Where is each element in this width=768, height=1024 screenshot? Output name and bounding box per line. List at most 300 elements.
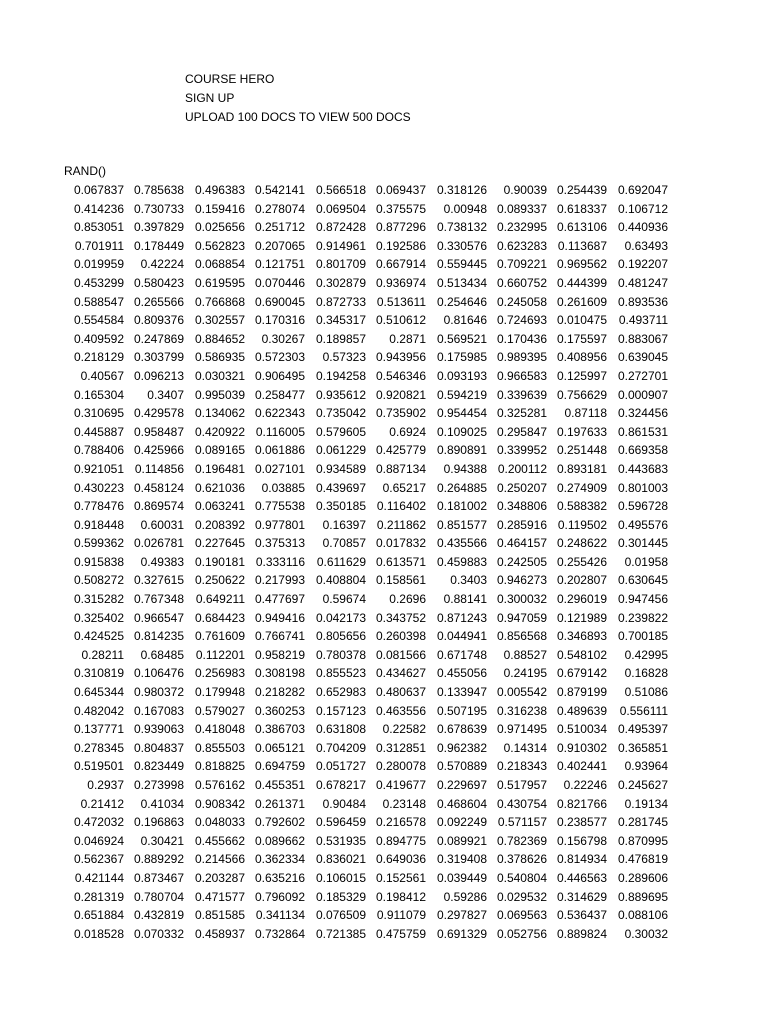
table-cell: 0.408804 <box>315 573 366 588</box>
table-cell: 0.911079 <box>376 908 426 923</box>
table-cell: 0.030321 <box>194 368 245 383</box>
table-cell: 0.178449 <box>133 238 184 253</box>
table-cell: 0.934589 <box>315 461 366 476</box>
table-cell: 0.579027 <box>194 703 245 718</box>
table-cell: 0.508272 <box>73 573 124 588</box>
table-cell: 0.280078 <box>375 759 426 774</box>
table-cell: 0.566518 <box>315 183 366 197</box>
table-row <box>64 832 668 851</box>
table-cell: 0.362334 <box>254 852 305 867</box>
table-cell: 0.639045 <box>617 350 668 365</box>
table-cell: 0.170436 <box>496 331 547 346</box>
table-cell: 0.836021 <box>315 852 366 867</box>
table-row <box>64 720 668 739</box>
table-cell: 0.571157 <box>497 815 547 830</box>
table-cell: 0.434627 <box>375 666 426 681</box>
table-cell: 0.200112 <box>497 461 547 476</box>
table-row <box>64 534 668 553</box>
table-cell: 0.883067 <box>617 331 668 346</box>
table-cell: 0.089921 <box>436 833 487 848</box>
table-cell: 0.19134 <box>624 796 668 811</box>
table-cell: 0.375313 <box>254 536 305 551</box>
table-row <box>64 795 668 814</box>
table-cell: 0.949416 <box>254 610 305 625</box>
table-cell: 0.439697 <box>315 480 366 495</box>
table-cell: 0.818825 <box>194 759 245 774</box>
table-cell: 0.346893 <box>556 629 607 644</box>
header-line-sign-up: SIGN UP <box>185 91 235 105</box>
table-cell: 0.265566 <box>133 294 184 309</box>
table-cell: 0.443683 <box>617 461 668 476</box>
table-cell: 0.046924 <box>73 833 124 848</box>
table-cell: 0.365851 <box>617 740 668 755</box>
table-row <box>64 888 668 907</box>
table-cell: 0.327615 <box>133 573 184 588</box>
table-cell: 0.274909 <box>556 480 607 495</box>
table-cell: 0.348806 <box>496 499 547 514</box>
table-cell: 0.68485 <box>140 647 184 662</box>
table-cell: 0.429578 <box>133 406 184 421</box>
table-cell: 0.339639 <box>496 387 547 402</box>
table-cell: 0.63493 <box>624 238 668 253</box>
table-cell: 0.910302 <box>556 740 607 755</box>
table-cell: 0.245058 <box>496 294 547 309</box>
table-cell: 0.59674 <box>322 592 366 607</box>
table-cell: 0.218282 <box>254 685 305 700</box>
table-cell: 0.472032 <box>73 815 124 830</box>
table-cell: 0.649211 <box>195 592 245 607</box>
table-cell: 0.310819 <box>73 666 124 681</box>
table-cell: 0.227645 <box>194 536 245 551</box>
table-cell: 0.788406 <box>73 443 124 458</box>
table-cell: 0.877296 <box>375 220 426 235</box>
table-cell: 0.113687 <box>557 238 607 253</box>
table-cell: 0.272701 <box>617 368 668 383</box>
table-cell: 0.908342 <box>194 796 245 811</box>
table-cell: 0.918448 <box>73 517 124 532</box>
table-cell: 0.704209 <box>315 740 366 755</box>
table-cell: 0.766741 <box>254 629 305 644</box>
table-cell: 0.092249 <box>436 815 487 830</box>
table-cell: 0.339952 <box>496 443 547 458</box>
table-cell: 0.536437 <box>556 908 607 923</box>
table-cell: 0.60031 <box>140 517 184 532</box>
table-cell: 0.402441 <box>556 759 607 774</box>
table-cell: 0.445887 <box>73 424 124 439</box>
header-line-course-hero: COURSE HERO <box>185 72 275 86</box>
table-cell: 0.255426 <box>556 554 607 569</box>
table-cell: 0.596728 <box>617 499 668 514</box>
table-cell: 0.232995 <box>496 220 547 235</box>
table-cell: 0.167083 <box>133 703 184 718</box>
table-cell: 0.30032 <box>624 926 668 941</box>
table-cell: 0.513611 <box>376 294 426 309</box>
table-cell: 0.823449 <box>133 759 184 774</box>
table-cell: 0.766868 <box>194 294 245 309</box>
table-cell: 0.939063 <box>133 722 184 737</box>
table-cell: 0.278074 <box>254 201 305 216</box>
table-cell: 0.052756 <box>496 926 547 941</box>
table-cell: 0.546346 <box>375 368 426 383</box>
table-cell: 0.630645 <box>617 573 668 588</box>
table-cell: 0.879199 <box>556 685 607 700</box>
table-cell: 0.211862 <box>376 517 426 532</box>
table-cell: 0.397829 <box>133 220 184 235</box>
table-cell: 0.721385 <box>315 926 366 941</box>
table-cell: 0.90484 <box>322 796 366 811</box>
table-cell: 0.464157 <box>496 536 547 551</box>
table-cell: 0.2696 <box>389 592 426 607</box>
table-cell: 0.977801 <box>254 517 305 532</box>
table-cell: 0.258477 <box>254 387 305 402</box>
table-cell: 0.190181 <box>194 554 245 569</box>
table-cell: 0.871243 <box>436 610 487 625</box>
table-cell: 0.572303 <box>254 350 305 365</box>
table-cell: 0.106015 <box>315 870 366 885</box>
table-cell: 0.254646 <box>436 294 487 309</box>
table-cell: 0.496383 <box>194 183 245 197</box>
table-cell: 0.01958 <box>624 554 668 569</box>
table-cell: 0.061229 <box>315 443 366 458</box>
table-row <box>64 702 668 721</box>
table-cell: 0.735042 <box>315 406 366 421</box>
table-row <box>64 683 668 702</box>
table-cell: 0.775538 <box>254 499 305 514</box>
table-cell: 0.22246 <box>563 778 607 792</box>
table-cell: 0.619595 <box>194 275 245 290</box>
table-cell: 0.425779 <box>375 443 426 458</box>
table-cell: 0.958487 <box>133 424 184 439</box>
table-row <box>64 441 668 460</box>
table-cell: 0.318126 <box>436 183 487 197</box>
table-cell: 0.872428 <box>315 220 366 235</box>
table-cell: 0.196481 <box>194 461 245 476</box>
table-cell: 0.971495 <box>496 722 547 737</box>
table-cell: 0.325281 <box>496 406 547 421</box>
table-cell: 0.21412 <box>80 796 124 811</box>
table-cell: 0.517957 <box>496 778 547 792</box>
table-cell: 0.735902 <box>375 406 426 421</box>
table-cell: 0.435566 <box>436 536 487 551</box>
table-cell: 0.229697 <box>436 778 487 792</box>
table-cell: 0.548102 <box>556 647 607 662</box>
table-cell: 0.261371 <box>254 796 305 811</box>
table-cell: 0.732864 <box>254 926 305 941</box>
table-cell: 0.792602 <box>254 815 305 830</box>
table-cell: 0.019959 <box>73 257 124 272</box>
table-cell: 0.197633 <box>556 424 607 439</box>
table-cell: 0.159416 <box>194 201 245 216</box>
table-cell: 0.409592 <box>73 331 124 346</box>
table-cell: 0.345317 <box>315 313 366 328</box>
table-cell: 0.889695 <box>617 889 668 904</box>
table-row <box>64 218 668 237</box>
table-cell: 0.430223 <box>73 480 124 495</box>
table-row <box>64 627 668 646</box>
table-cell: 0.785638 <box>133 183 184 197</box>
table-cell: 0.42224 <box>140 257 184 272</box>
table-cell: 0.756629 <box>556 387 607 402</box>
table-cell: 0.667914 <box>375 257 426 272</box>
table-cell: 0.419677 <box>375 778 426 792</box>
table-cell: 0.856568 <box>496 629 547 644</box>
table-row <box>64 516 668 535</box>
table-cell: 0.106476 <box>133 666 184 681</box>
table-cell: 0.738132 <box>436 220 487 235</box>
table-cell: 0.540804 <box>496 870 547 885</box>
table-cell: 0.989395 <box>496 350 547 365</box>
table-cell: 0.198412 <box>375 889 426 904</box>
table-cell: 0.408956 <box>556 350 607 365</box>
table-cell: 0.444399 <box>556 275 607 290</box>
table-cell: 0.116005 <box>255 424 305 439</box>
table-cell: 0.480637 <box>375 685 426 700</box>
table-cell: 0.805656 <box>315 629 366 644</box>
table-cell: 0.495576 <box>617 517 668 532</box>
table-cell: 0.730733 <box>133 201 184 216</box>
table-cell: 0.350185 <box>315 499 366 514</box>
table-cell: 0.869574 <box>133 499 184 514</box>
table-cell: 0.81646 <box>443 313 487 328</box>
table-cell: 0.333116 <box>255 554 305 569</box>
table-cell: 0.218343 <box>496 759 547 774</box>
table-row <box>64 553 668 572</box>
table-cell: 0.301445 <box>617 536 668 551</box>
table-cell: 0.510034 <box>556 722 607 737</box>
table-row <box>64 757 668 776</box>
table-cell: 0.421144 <box>74 870 124 885</box>
table-cell: 0.579605 <box>315 424 366 439</box>
table-cell: 0.599362 <box>73 536 124 551</box>
table-cell: 0.651884 <box>73 908 124 923</box>
table-cell: 0.310695 <box>73 406 124 421</box>
table-cell: 0.570889 <box>436 759 487 774</box>
table-row <box>64 200 668 219</box>
table-cell: 0.678639 <box>436 722 487 737</box>
table-cell: 0.000907 <box>617 387 668 402</box>
table-cell: 0.915838 <box>73 554 124 569</box>
table-cell: 0.980372 <box>133 685 184 700</box>
table-cell: 0.22582 <box>382 722 426 737</box>
table-cell: 0.947059 <box>496 610 547 625</box>
table-cell: 0.621036 <box>194 480 245 495</box>
table-cell: 0.312851 <box>375 740 426 755</box>
table-cell: 0.49383 <box>140 554 184 569</box>
table-cell: 0.194258 <box>315 368 366 383</box>
table-cell: 0.458937 <box>194 926 245 941</box>
table-cell: 0.109025 <box>436 424 487 439</box>
table-cell: 0.782369 <box>496 833 547 848</box>
table-cell: 0.482042 <box>73 703 124 718</box>
table-cell: 0.341134 <box>255 908 305 923</box>
table-cell: 0.017832 <box>375 536 426 551</box>
table-row <box>64 813 668 832</box>
table-cell: 0.588382 <box>556 499 607 514</box>
table-cell: 0.070332 <box>133 926 184 941</box>
table-row <box>64 255 668 274</box>
table-cell: 0.051727 <box>315 759 366 774</box>
table-cell: 0.096213 <box>133 368 184 383</box>
table-cell: 0.468604 <box>436 796 487 811</box>
table-cell: 0.16828 <box>624 666 668 681</box>
table-row <box>64 348 668 367</box>
table-cell: 0.804837 <box>133 740 184 755</box>
table-cell: 0.580423 <box>133 275 184 290</box>
table-cell: 0.070446 <box>254 275 305 290</box>
table-cell: 0.216578 <box>375 815 426 830</box>
table-row <box>64 646 668 665</box>
table-row <box>64 571 668 590</box>
table-cell: 0.966583 <box>496 368 547 383</box>
table-cell: 0.179948 <box>194 685 245 700</box>
table-cell: 0.245627 <box>617 778 668 792</box>
table-cell: 0.360253 <box>254 703 305 718</box>
table-cell: 0.196863 <box>133 815 184 830</box>
table-cell: 0.65217 <box>382 480 426 495</box>
table-row <box>64 609 668 628</box>
table-cell: 0.42995 <box>624 647 668 662</box>
table-cell: 0.256983 <box>194 666 245 681</box>
table-cell: 0.324456 <box>617 406 668 421</box>
table-cell: 0.281319 <box>73 889 124 904</box>
table-cell: 0.946273 <box>496 573 547 588</box>
table-cell: 0.175597 <box>556 331 607 346</box>
table-cell: 0.424525 <box>73 629 124 644</box>
table-row <box>64 479 668 498</box>
table-cell: 0.214566 <box>194 852 245 867</box>
table-cell: 0.94388 <box>443 461 487 476</box>
table-cell: 0.796092 <box>254 889 305 904</box>
table-cell: 0.890891 <box>436 443 487 458</box>
table-cell: 0.137771 <box>73 722 124 737</box>
table-cell: 0.281745 <box>617 815 668 830</box>
table-cell: 0.121989 <box>556 610 607 625</box>
table-cell: 0.455351 <box>254 778 305 792</box>
table-cell: 0.556111 <box>619 703 668 718</box>
table-cell: 0.208392 <box>194 517 245 532</box>
table-cell: 0.821766 <box>556 796 607 811</box>
table-cell: 0.112201 <box>195 647 245 662</box>
table-cell: 0.315282 <box>73 592 124 607</box>
table-cell: 0.613571 <box>375 554 426 569</box>
table-cell: 0.851577 <box>436 517 487 532</box>
table-cell: 0.554584 <box>73 313 124 328</box>
table-cell: 0.914961 <box>315 238 366 253</box>
table-cell: 0.893181 <box>556 461 607 476</box>
table-cell: 0.069563 <box>496 908 547 923</box>
table-cell: 0.089662 <box>254 833 305 848</box>
table-cell: 0.531935 <box>315 833 366 848</box>
table-cell: 0.343752 <box>375 610 426 625</box>
table-cell: 0.966547 <box>133 610 184 625</box>
table-cell: 0.106712 <box>617 201 668 216</box>
table-cell: 0.594219 <box>436 387 487 402</box>
header-line-upload: UPLOAD 100 DOCS TO VIEW 500 DOCS <box>185 110 411 124</box>
table-cell: 0.814934 <box>556 852 607 867</box>
table-cell: 0.067837 <box>73 183 124 197</box>
table-cell: 0.039449 <box>436 870 487 885</box>
table-cell: 0.471577 <box>194 889 245 904</box>
random-numbers-table <box>64 181 668 943</box>
table-cell: 0.947456 <box>617 592 668 607</box>
table-cell: 0.24195 <box>503 666 547 681</box>
table-row <box>64 181 668 200</box>
table-cell: 0.40567 <box>80 368 124 383</box>
table-cell: 0.302557 <box>194 313 245 328</box>
table-cell: 0.089165 <box>194 443 245 458</box>
table-row <box>64 590 668 609</box>
table-cell: 0.969562 <box>556 257 607 272</box>
table-cell: 0.477697 <box>254 592 305 607</box>
table-row <box>64 386 668 405</box>
table-cell: 0.872733 <box>315 294 366 309</box>
table-cell: 0.861531 <box>617 424 668 439</box>
table-cell: 0.386703 <box>254 722 305 737</box>
table-cell: 0.418048 <box>194 722 245 737</box>
table-cell: 0.691329 <box>436 926 487 941</box>
table-cell: 0.93964 <box>624 759 668 774</box>
table-cell: 0.57323 <box>322 350 366 365</box>
table-cell: 0.251712 <box>254 220 305 235</box>
table-cell: 0.260398 <box>375 629 426 644</box>
table-cell: 0.631808 <box>315 722 366 737</box>
table-cell: 0.238577 <box>556 815 607 830</box>
table-cell: 0.308198 <box>254 666 305 681</box>
table-cell: 0.28211 <box>81 647 124 662</box>
table-cell: 0.893536 <box>617 294 668 309</box>
table-cell: 0.278345 <box>73 740 124 755</box>
table-cell: 0.285916 <box>496 517 547 532</box>
table-cell: 0.41034 <box>140 796 184 811</box>
table-cell: 0.569521 <box>436 331 487 346</box>
table-cell: 0.069437 <box>375 183 426 197</box>
table-cell: 0.635216 <box>254 870 305 885</box>
table-cell: 0.489639 <box>556 703 607 718</box>
table-cell: 0.481247 <box>617 275 668 290</box>
table-cell: 0.652983 <box>315 685 366 700</box>
table-cell: 0.894775 <box>375 833 426 848</box>
table-cell: 0.88141 <box>443 592 487 607</box>
table-cell: 0.378626 <box>496 852 547 867</box>
table-cell: 0.170316 <box>254 313 305 328</box>
table-cell: 0.048033 <box>194 815 245 830</box>
table-cell: 0.029532 <box>496 889 547 904</box>
table-cell: 0.089337 <box>496 201 547 216</box>
table-cell: 0.935612 <box>315 387 366 402</box>
table-cell: 0.289606 <box>617 870 668 885</box>
table-cell: 0.692047 <box>617 183 668 197</box>
table-cell: 0.724693 <box>496 313 547 328</box>
table-body <box>64 181 668 943</box>
table-cell: 0.425966 <box>133 443 184 458</box>
table-cell: 0.018528 <box>73 926 124 941</box>
table-cell: 0.114856 <box>134 461 184 476</box>
table-cell: 0.995039 <box>194 387 245 402</box>
table-cell: 0.152561 <box>375 870 426 885</box>
table-cell: 0.203287 <box>194 870 245 885</box>
table-cell: 0.678217 <box>315 778 366 792</box>
table-cell: 0.217993 <box>254 573 305 588</box>
table-cell: 0.093193 <box>436 368 487 383</box>
table-cell: 0.189857 <box>315 331 366 346</box>
table-cell: 0.027101 <box>254 461 305 476</box>
table-cell: 0.645344 <box>73 685 124 700</box>
table-cell: 0.121751 <box>254 257 305 272</box>
table-cell: 0.943956 <box>375 350 426 365</box>
table-cell: 0.622343 <box>254 406 305 421</box>
table-cell: 0.3407 <box>147 387 184 402</box>
table-cell: 0.303799 <box>133 350 184 365</box>
